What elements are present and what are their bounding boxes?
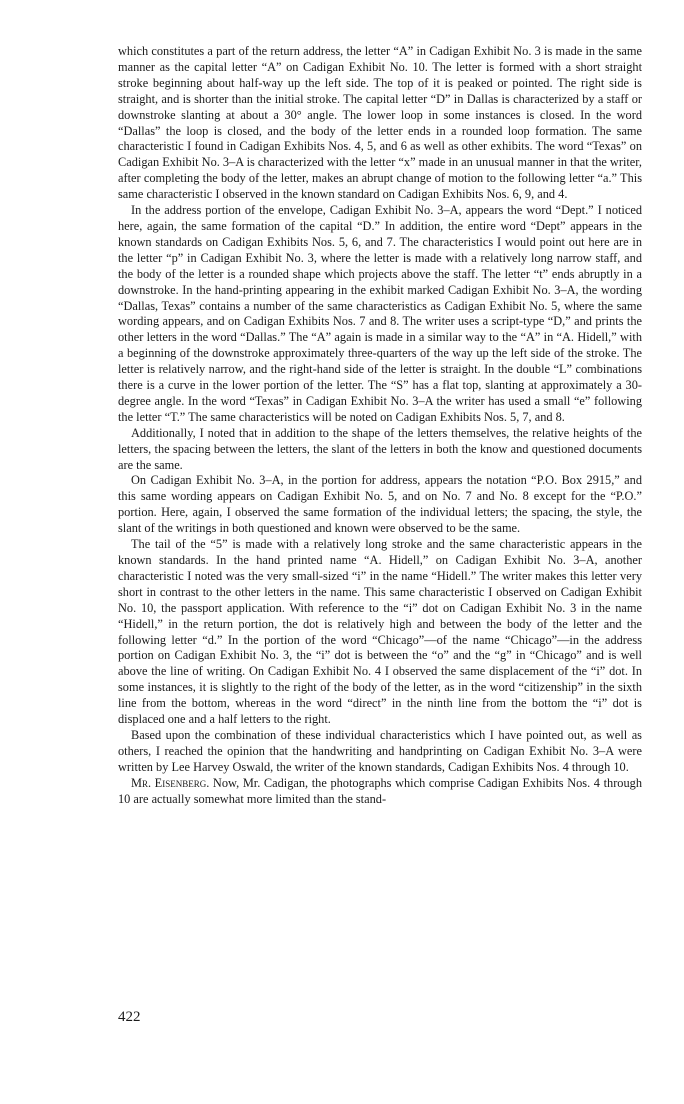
paragraph-3: Additionally, I noted that in addition to the shape of the letters themselves, the relative heights of the letters, the spacing between the letters, the slant of the letters in both the know and questioned documents are the same. <box>118 425 642 472</box>
paragraph-7 <box>118 776 642 808</box>
paragraph-2: In the address portion of the envelope, Cadigan Exhibit No. 3–A, appears the word “Dept.” I noticed here, again, the same formation of the capital “D.” In addition, the entire word “Dept” appears in the known standards on Cadigan Exhibits Nos. 5, 6, and 7. The characteristics I would point out here are in the letter “p” in Cadigan Exhibit No. 3, where the letter is made with a relatively long narrow staff, and the body of the letter is a rounded shape which projects above the staff. The letter “t” ends abruptly in a downstroke. In the hand-printing appearing in the exhibit marked Cadigan Exhibit No. 3–A, the wording “Dallas, Texas” contains a number of the same characteristics as Cadigan Exhibit No. 5, where the same wording appears, and on Cadigan Exhibits Nos. 7 and 8. The writer uses a script-type “D,” and prints the other letters in the word “Dallas.” The “A” again is made in a similar way to the “A” in “A. Hidell,” with a beginning of the downstroke approximately three-quarters of the way up the left side of the stroke. The letter is relatively narrow, and the right-hand side of the letter is straight. In the double “L” combinations there is a curve in the lower portion of the letter. The “S” has a flat top, slanting at approximately a 30-degree angle. In the word “Texas” in Cadigan Exhibit No. 3–A the writer has used a small “e” following the letter “T.” The same characteristics will be noted on Cadigan Exhibits Nos. 5, 7, and 8. <box>118 203 642 424</box>
paragraph-1: which constitutes a part of the return address, the letter “A” in Cadigan Exhibit No. 3 is made in the same manner as the capital letter “A” on Cadigan Exhibit No. 10. The letter is formed with a short straight stroke beginning about half-way up the left side. The top of it is peaked or pointed. The right side is straight, and is shorter than the initial stroke. The capital letter “D” in Dallas is characterized by a staff or downstroke slanting at about a 30° angle. The lower loop in some instances is closed. In the word “Dallas” the loop is closed, and the body of the letter ends in a rounded loop formation. The same characteristic I found in Cadigan Exhibits Nos. 4, 5, and 6 as well as other exhibits. The word “Texas” on Cadigan Exhibit No. 3–A is characterized with the letter “x” made in an unusual manner in that the writer, after completing the body of the letter, makes an abrupt change of motion to the following letter “a.” This same characteristic I observed in the known standard on Cadigan Exhibits Nos. 6, 9, and 4. <box>118 44 642 202</box>
page-number: 422 <box>118 1009 141 1025</box>
paragraph-4: On Cadigan Exhibit No. 3–A, in the portion for address, appears the notation “P.O. Box 2915,” and this same wording appears on Cadigan Exhibit No. 5, and on No. 7 and No. 8 except for the “P.O.” portion. Here, again, I observed the same formation of the individual letters; the spacing, the style, the slant of the writings in both questioned and known were observed to be the same. <box>118 473 642 536</box>
speaker-name: Mr. Eisenberg. <box>131 775 210 790</box>
body-text <box>118 44 642 808</box>
paragraph-5: The tail of the “5” is made with a relatively long stroke and the same characteristic appears in the known standards. In the hand printed name “A. Hidell,” on Cadigan Exhibit No. 3–A, another characteristic I noted was the very small-sized “i” in the name “Hidell.” The writer makes this letter very short in contrast to the other letters in the name. This same characteristic I observed on Cadigan Exhibit No. 10, the passport application. With reference to the “i” dot on Cadigan Exhibit No. 3 in the name “Hidell,” in the return portion, the dot is relatively high and between the body of the letter and the following letter “d.” In the portion of the word “Chicago”—of the name “Chicago”—in the address portion on Cadigan Exhibit No. 3, the “i” dot is between the “o” and the “g” in “Chicago” and is well above the line of writing. On Cadigan Exhibit No. 4 I observed the same displacement of the “i” dot. In some instances, it is slightly to the right of the body of the letter, as in the word “citizenship” in the sixth line from the bottom, whereas in the word “direct” in the ninth line from the bottom the “i” dot is displaced one and a half letters to the right. <box>118 537 642 727</box>
speaker-text: Now, Mr. Cadigan, the photographs which comprise Cadigan Exhibits Nos. 4 through 10 are actually somewhat more limited than the stand- <box>118 775 642 806</box>
paragraph-6: Based upon the combination of these individual characteristics which I have pointed out, as well as others, I reached the opinion that the handwriting and handprinting on Cadigan Exhibit No. 3–A were written by Lee Harvey Oswald, the writer of the known standards, Cadigan Exhibits Nos. 4 through 10. <box>118 727 642 774</box>
